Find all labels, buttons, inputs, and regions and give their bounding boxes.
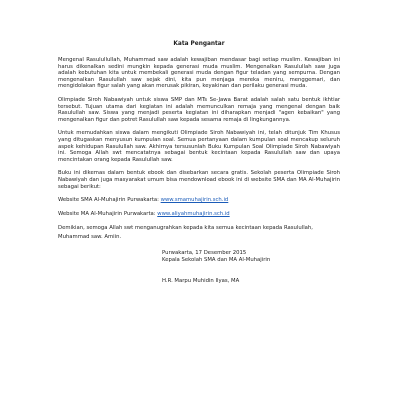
website-link-sma[interactable]: www.smamuhajirin.sch.id <box>160 197 229 204</box>
paragraph-4: Buku ini dikemas dalam bentuk ebook dan disebarkan secara gratis. Sekolah peserta Olimpiade Siroh Nabawiyah dan juga masyarakat umum bisa mendownload ebook ini di website SMA dan MA Al-Muhajirin sebagai berikut: <box>58 170 340 190</box>
website-line-ma <box>58 211 340 218</box>
paragraph-1: Mengenal Rasulullullah, Muhammad saw adalah kewajiban mendasar bagi setiap muslim. Kewajiban ini harus dikenalkan sedini mungkin kepada generasi muda muslim. Mengenalkan Rasulullah saw juga adalah kebutuhan kita untuk membekali generasi muda dengan figur teladan yang sempurna. Dengan mengenalkan Rasulullah saw sejak dini, kita pun menjaga mereka meniru, menggemari, dan mengidolakan figur salah yang akan merusak pikiran, keyakinan dan perilaku generasi muda. <box>58 57 340 90</box>
document-content <box>58 41 340 285</box>
signature-name: H.R. Marpu Muhidin Ilyas, MA <box>162 278 240 285</box>
website-link-ma[interactable]: www.aliyahmuhajirin.sch.id <box>157 210 230 217</box>
paragraph-3: Untuk memudahkan siswa dalam mengikuti Olimpiade Siroh Nabawiyah ini, telah ditunjuk Tim Khusus yang ditugaskan menyusun kumpulan soal. Semua pertanyaan dalam kumpulan soal mencakup seluruh aspek kehidupan Rasulullah saw. Akhirnya tersusunlah Buku Kumpulan Soal Olimpiade Siroh Nabawiyah ini. Semoga Allah swt mencatatnya sebagai bentuk kecintaan kepada Rasulullah saw dan upaya mencintakan orang kepada Rasulullah saw. <box>58 130 340 163</box>
signature-position: Kepala Sekolah SMA dan MA Al-Muhajirin <box>162 257 271 264</box>
website-line-sma <box>58 197 340 204</box>
signature-block <box>162 250 340 285</box>
signature-place-date: Purwakarta, 17 Desember 2015 <box>162 250 247 257</box>
website-label-ma: Website MA Al-Muhajirin Purwakarta: <box>58 210 158 217</box>
paragraph-2: Olimpiade Siroh Nabawiyah untuk siswa SMP dan MTs Se-Jawa Barat adalah salah satu bentuk ikhtiar tersebut. Tujuan utama dari kegiatan ini adalah memunculkan remaja yang mengenal dengan baik Rasulullah saw. Siswa yang menjadi peserta kegiatan ini diharapkan menjadi "agen kebaikan" yang mengenalkan figur dan potret Rasulullah saw kepada sesama remaja di lingkungannya. <box>58 96 340 123</box>
page-title: Kata Pengantar <box>173 41 225 47</box>
website-label-sma: Website SMA Al-Muhajirin Purwakarta: <box>58 197 161 204</box>
closing-paragraph: Demikian, semoga Allah swt menganugrahkan kepada kita semua kecintaan kepada Rasulullah, Muhammad saw. Amiin. <box>58 225 313 240</box>
